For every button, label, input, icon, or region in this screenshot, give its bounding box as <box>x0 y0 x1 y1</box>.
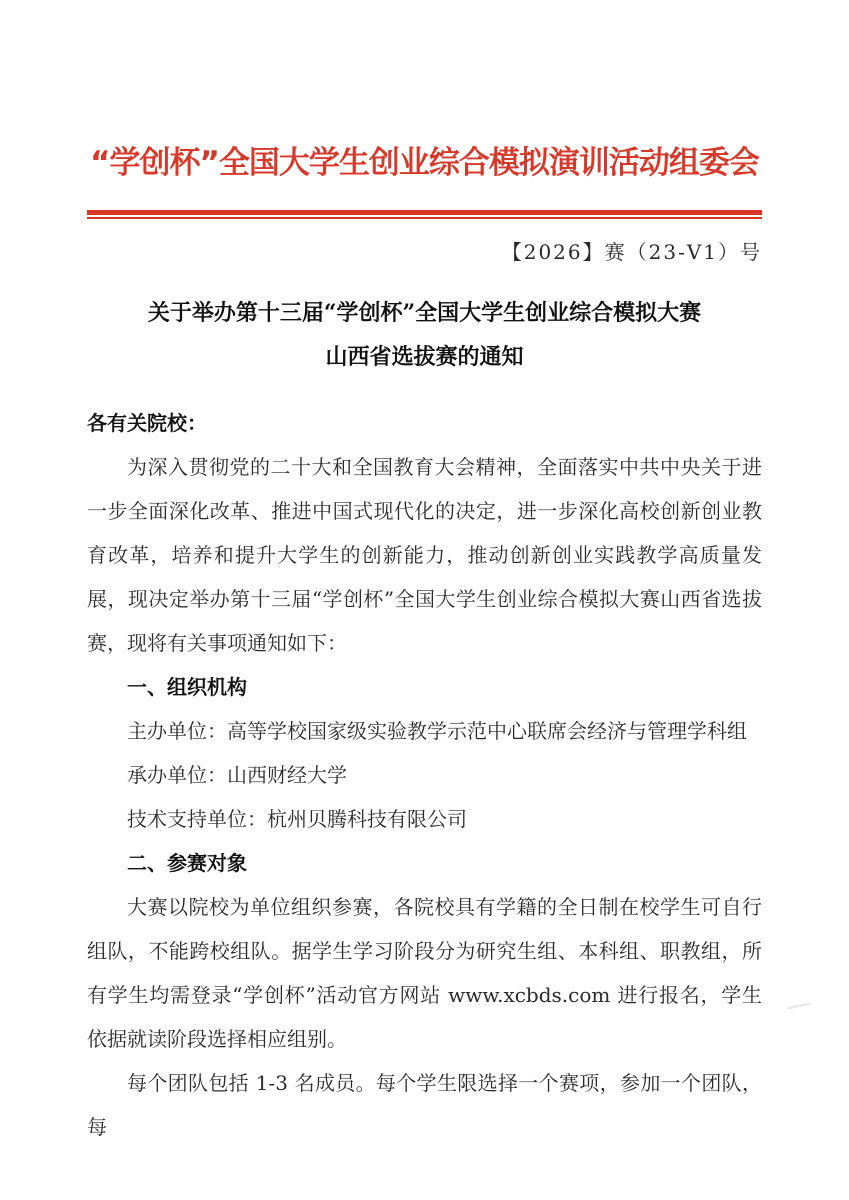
host-unit-line: 主办单位：高等学校国家级实验教学示范中心联席会经济与管理学科组 <box>127 719 747 743</box>
section-heading-participants: 二、参赛对象 <box>127 851 247 875</box>
doc-title <box>87 291 762 379</box>
tech-support-unit-line: 技术支持单位：杭州贝腾科技有限公司 <box>127 807 467 831</box>
scan-artifact-mark <box>787 1003 811 1010</box>
intro-paragraph: 为深入贯彻党的二十大和全国教育大会精神，全面落实中共中央关于进一步全面深化改革、推进中国式现代化的决定，进一步深化高校创新创业教育改革，培养和提升大学生的创新能力，推动创新创业实践教学高质量发展，现决定举办第十三届“学创杯”全国大学生创业综合模拟大赛山西省选拔赛，现将有关事项通知如下： <box>87 455 762 655</box>
salutation: 各有关院校： <box>87 411 207 435</box>
doc-title-line1: 关于举办第十三届“学创杯”全国大学生创业综合模拟大赛 <box>147 300 702 326</box>
doc-title-line2: 山西省选拔赛的通知 <box>325 344 524 370</box>
organizer-unit-line: 承办单位：山西财经大学 <box>127 763 347 787</box>
team-rules-paragraph: 每个团队包括 1-3 名成员。每个学生限选择一个赛项，参加一个团队，每 <box>87 1071 762 1139</box>
letterhead-title: “学创杯”全国大学生创业综合模拟演训活动组委会 <box>90 145 759 181</box>
participants-paragraph: 大赛以院校为单位组织参赛，各院校具有学籍的全日制在校学生可自行组队，不能跨校组队。据学生学习阶段分为研究生组、本科组、职教组，所有学生均需登录“学创杯”活动官方网站 www.xcbds.com 进行报名，学生依据就读阶段选择相应组别。 <box>87 895 762 1051</box>
letterhead <box>87 0 762 219</box>
letterhead-divider <box>87 210 762 219</box>
doc-number: 【2026】赛（23-V1）号 <box>501 240 762 264</box>
section-heading-organization: 一、组织机构 <box>127 675 247 699</box>
